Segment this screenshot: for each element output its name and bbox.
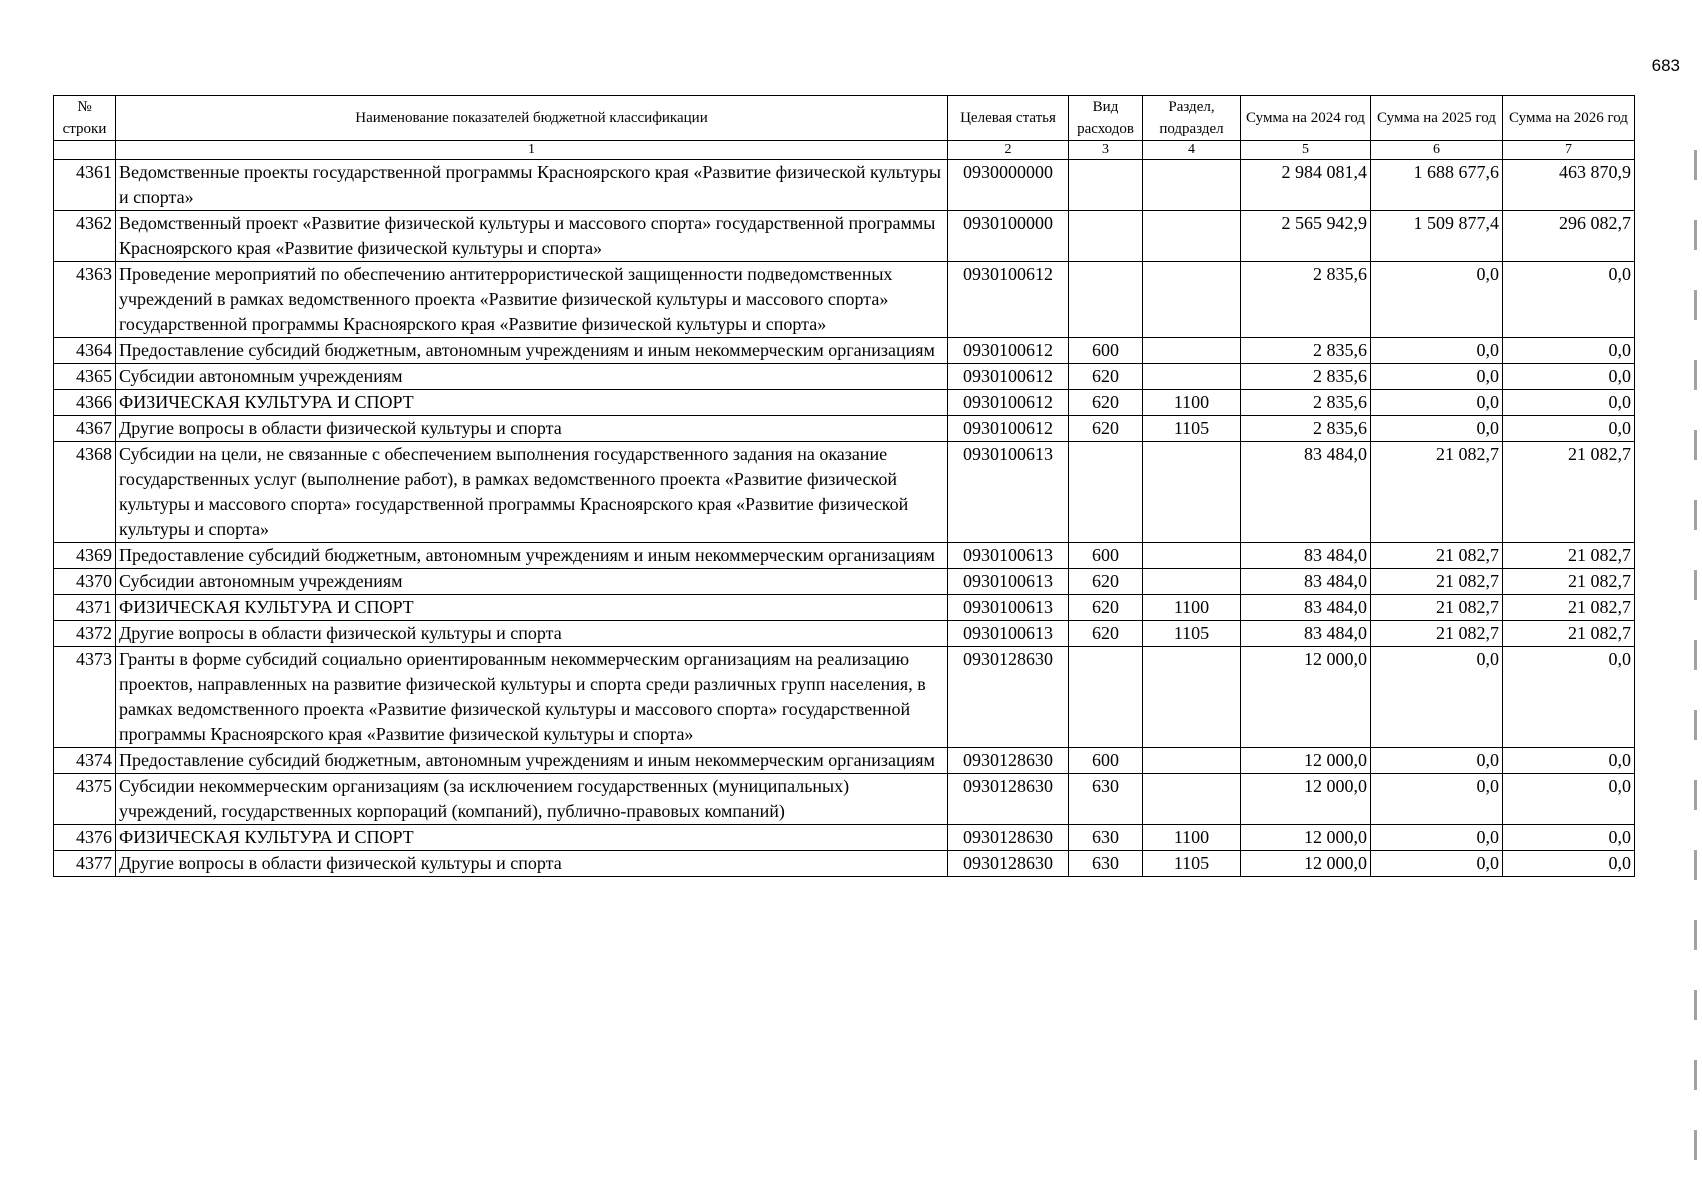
row-sum-2024: 2 835,6 — [1241, 390, 1371, 416]
row-number: 4368 — [54, 442, 116, 543]
row-sum-2026: 0,0 — [1503, 416, 1635, 442]
row-number: 4377 — [54, 851, 116, 877]
row-sum-2025: 0,0 — [1371, 416, 1503, 442]
row-expense-type — [1069, 262, 1143, 338]
row-sum-2025: 0,0 — [1371, 647, 1503, 748]
header-expense-type: Вид расходов — [1069, 96, 1143, 141]
row-sum-2024: 2 984 081,4 — [1241, 160, 1371, 211]
row-sum-2026: 21 082,7 — [1503, 595, 1635, 621]
column-number-blank — [54, 141, 116, 160]
header-name: Наименование показателей бюджетной классификации — [116, 96, 948, 141]
row-expense-type: 630 — [1069, 825, 1143, 851]
row-sum-2026: 296 082,7 — [1503, 211, 1635, 262]
table-row — [54, 851, 1635, 877]
row-section — [1143, 748, 1241, 774]
row-target-article: 0930100613 — [948, 442, 1069, 543]
row-target-article: 0930100613 — [948, 569, 1069, 595]
row-sum-2026: 0,0 — [1503, 748, 1635, 774]
row-sum-2026: 0,0 — [1503, 647, 1635, 748]
row-target-article: 0930128630 — [948, 748, 1069, 774]
header-target-article: Целевая статья — [948, 96, 1069, 141]
row-expense-type — [1069, 442, 1143, 543]
row-sum-2024: 83 484,0 — [1241, 569, 1371, 595]
table-row — [54, 543, 1635, 569]
row-sum-2026: 463 870,9 — [1503, 160, 1635, 211]
column-number: 6 — [1371, 141, 1503, 160]
row-name: Гранты в форме субсидий социально ориентированным некоммерческим организациям на реализацию проектов, направленных на развитие физической культуры и спорта среди различных групп населения, в рамках ведомственного проекта «Развитие физической культуры и массового спорта» государственной программы Красноярского края «Развитие физической культуры и спорта» — [116, 647, 948, 748]
row-sum-2026: 0,0 — [1503, 774, 1635, 825]
row-sum-2026: 0,0 — [1503, 338, 1635, 364]
row-sum-2024: 12 000,0 — [1241, 748, 1371, 774]
row-target-article: 0930100613 — [948, 543, 1069, 569]
row-number: 4371 — [54, 595, 116, 621]
row-sum-2024: 2 835,6 — [1241, 364, 1371, 390]
row-section: 1100 — [1143, 595, 1241, 621]
row-target-article: 0930100613 — [948, 621, 1069, 647]
row-sum-2025: 0,0 — [1371, 338, 1503, 364]
page-number: 683 — [1651, 56, 1680, 75]
row-expense-type: 630 — [1069, 774, 1143, 825]
row-sum-2025: 21 082,7 — [1371, 543, 1503, 569]
row-section — [1143, 211, 1241, 262]
row-sum-2026: 21 082,7 — [1503, 442, 1635, 543]
row-expense-type — [1069, 211, 1143, 262]
column-number: 3 — [1069, 141, 1143, 160]
row-expense-type: 620 — [1069, 569, 1143, 595]
table-row — [54, 416, 1635, 442]
column-number-row — [54, 141, 1635, 160]
table-row — [54, 748, 1635, 774]
row-expense-type: 620 — [1069, 416, 1143, 442]
row-expense-type: 600 — [1069, 543, 1143, 569]
table-row — [54, 595, 1635, 621]
row-sum-2025: 0,0 — [1371, 851, 1503, 877]
column-number: 7 — [1503, 141, 1635, 160]
row-name: Другие вопросы в области физической культуры и спорта — [116, 621, 948, 647]
row-target-article: 0930100613 — [948, 595, 1069, 621]
row-sum-2025: 0,0 — [1371, 825, 1503, 851]
column-number: 4 — [1143, 141, 1241, 160]
row-sum-2024: 2 835,6 — [1241, 262, 1371, 338]
table-row — [54, 364, 1635, 390]
row-name: Субсидии на цели, не связанные с обеспечением выполнения государственного задания на оказание государственных услуг (выполнение работ), в рамках ведомственного проекта «Развитие физической культуры и массового спорта» государственной программы Красноярского края «Развитие физической культуры и спорта» — [116, 442, 948, 543]
row-section — [1143, 442, 1241, 543]
column-number: 5 — [1241, 141, 1371, 160]
row-section — [1143, 569, 1241, 595]
row-sum-2025: 0,0 — [1371, 748, 1503, 774]
row-name: ФИЗИЧЕСКАЯ КУЛЬТУРА И СПОРТ — [116, 390, 948, 416]
row-target-article: 0930100612 — [948, 338, 1069, 364]
row-name: Субсидии автономным учреждениям — [116, 364, 948, 390]
row-number: 4373 — [54, 647, 116, 748]
row-name: Субсидии некоммерческим организациям (за исключением государственных (муниципальных) учреждений, государственных корпораций (компаний), публично-правовых компаний) — [116, 774, 948, 825]
row-target-article: 0930000000 — [948, 160, 1069, 211]
row-expense-type: 630 — [1069, 851, 1143, 877]
row-number: 4370 — [54, 569, 116, 595]
row-sum-2025: 0,0 — [1371, 774, 1503, 825]
header-sum-2026: Сумма на 2026 год — [1503, 96, 1635, 141]
row-sum-2026: 0,0 — [1503, 262, 1635, 338]
column-number: 2 — [948, 141, 1069, 160]
row-sum-2026: 21 082,7 — [1503, 569, 1635, 595]
row-section — [1143, 774, 1241, 825]
row-number: 4362 — [54, 211, 116, 262]
row-number: 4367 — [54, 416, 116, 442]
row-number: 4364 — [54, 338, 116, 364]
row-sum-2024: 12 000,0 — [1241, 851, 1371, 877]
row-sum-2024: 2 565 942,9 — [1241, 211, 1371, 262]
row-sum-2024: 83 484,0 — [1241, 621, 1371, 647]
header-sum-2025: Сумма на 2025 год — [1371, 96, 1503, 141]
row-sum-2024: 83 484,0 — [1241, 595, 1371, 621]
row-sum-2025: 0,0 — [1371, 364, 1503, 390]
row-sum-2025: 1 509 877,4 — [1371, 211, 1503, 262]
table-row — [54, 390, 1635, 416]
table-row — [54, 647, 1635, 748]
row-target-article: 0930128630 — [948, 825, 1069, 851]
row-name: Ведомственный проект «Развитие физической культуры и массового спорта» государственной программы Красноярского края «Развитие физической культуры и спорта» — [116, 211, 948, 262]
row-name: Субсидии автономным учреждениям — [116, 569, 948, 595]
row-target-article: 0930100612 — [948, 416, 1069, 442]
row-section: 1105 — [1143, 851, 1241, 877]
row-name: Проведение мероприятий по обеспечению антитеррористической защищенности подведомственных учреждений в рамках ведомственного проекта «Развитие физической культуры и массового спорта» государственной программы Красноярского края «Развитие физической культуры и спорта» — [116, 262, 948, 338]
row-sum-2024: 2 835,6 — [1241, 338, 1371, 364]
row-expense-type: 600 — [1069, 748, 1143, 774]
row-sum-2024: 12 000,0 — [1241, 825, 1371, 851]
row-section: 1100 — [1143, 825, 1241, 851]
table-row — [54, 442, 1635, 543]
row-sum-2026: 0,0 — [1503, 364, 1635, 390]
row-section: 1105 — [1143, 621, 1241, 647]
row-target-article: 0930100612 — [948, 364, 1069, 390]
row-expense-type: 600 — [1069, 338, 1143, 364]
row-number: 4376 — [54, 825, 116, 851]
row-sum-2025: 21 082,7 — [1371, 569, 1503, 595]
row-sum-2024: 83 484,0 — [1241, 543, 1371, 569]
row-section — [1143, 364, 1241, 390]
row-number: 4372 — [54, 621, 116, 647]
row-expense-type: 620 — [1069, 621, 1143, 647]
row-sum-2025: 1 688 677,6 — [1371, 160, 1503, 211]
row-name: ФИЗИЧЕСКАЯ КУЛЬТУРА И СПОРТ — [116, 825, 948, 851]
row-name: ФИЗИЧЕСКАЯ КУЛЬТУРА И СПОРТ — [116, 595, 948, 621]
row-sum-2024: 83 484,0 — [1241, 442, 1371, 543]
row-target-article: 0930128630 — [948, 647, 1069, 748]
row-sum-2024: 2 835,6 — [1241, 416, 1371, 442]
table-row — [54, 211, 1635, 262]
row-target-article: 0930100000 — [948, 211, 1069, 262]
row-expense-type: 620 — [1069, 390, 1143, 416]
row-sum-2025: 0,0 — [1371, 262, 1503, 338]
row-sum-2026: 21 082,7 — [1503, 621, 1635, 647]
row-sum-2025: 0,0 — [1371, 390, 1503, 416]
header-section: Раздел, подраздел — [1143, 96, 1241, 141]
row-number: 4374 — [54, 748, 116, 774]
row-sum-2025: 21 082,7 — [1371, 621, 1503, 647]
column-number: 1 — [116, 141, 948, 160]
row-section: 1105 — [1143, 416, 1241, 442]
row-name: Другие вопросы в области физической культуры и спорта — [116, 851, 948, 877]
row-sum-2024: 12 000,0 — [1241, 774, 1371, 825]
row-number: 4366 — [54, 390, 116, 416]
row-name: Предоставление субсидий бюджетным, автономным учреждениям и иным некоммерческим организациям — [116, 748, 948, 774]
row-section — [1143, 543, 1241, 569]
header-sum-2024: Сумма на 2024 год — [1241, 96, 1371, 141]
row-name: Ведомственные проекты государственной программы Красноярского края «Развитие физической культуры и спорта» — [116, 160, 948, 211]
row-name: Другие вопросы в области физической культуры и спорта — [116, 416, 948, 442]
table-row — [54, 262, 1635, 338]
row-target-article: 0930128630 — [948, 774, 1069, 825]
table-row — [54, 160, 1635, 211]
row-expense-type: 620 — [1069, 364, 1143, 390]
row-sum-2026: 0,0 — [1503, 390, 1635, 416]
scan-edge-marks — [1694, 150, 1697, 1200]
row-sum-2026: 0,0 — [1503, 825, 1635, 851]
row-target-article: 0930128630 — [948, 851, 1069, 877]
row-section — [1143, 647, 1241, 748]
row-sum-2026: 0,0 — [1503, 851, 1635, 877]
row-section — [1143, 262, 1241, 338]
row-section — [1143, 338, 1241, 364]
row-expense-type — [1069, 160, 1143, 211]
table-row — [54, 621, 1635, 647]
row-expense-type: 620 — [1069, 595, 1143, 621]
row-section: 1100 — [1143, 390, 1241, 416]
header-row-number: № строки — [54, 96, 116, 141]
row-number: 4363 — [54, 262, 116, 338]
row-number: 4375 — [54, 774, 116, 825]
table-row — [54, 569, 1635, 595]
table-body — [54, 160, 1635, 877]
row-number: 4365 — [54, 364, 116, 390]
row-sum-2026: 21 082,7 — [1503, 543, 1635, 569]
row-expense-type — [1069, 647, 1143, 748]
header-row — [54, 96, 1635, 141]
row-sum-2025: 21 082,7 — [1371, 442, 1503, 543]
row-number: 4361 — [54, 160, 116, 211]
row-target-article: 0930100612 — [948, 390, 1069, 416]
table-row — [54, 825, 1635, 851]
table-row — [54, 774, 1635, 825]
row-name: Предоставление субсидий бюджетным, автономным учреждениям и иным некоммерческим организациям — [116, 338, 948, 364]
budget-table — [53, 95, 1635, 877]
row-section — [1143, 160, 1241, 211]
row-name: Предоставление субсидий бюджетным, автономным учреждениям и иным некоммерческим организациям — [116, 543, 948, 569]
row-target-article: 0930100612 — [948, 262, 1069, 338]
table-row — [54, 338, 1635, 364]
row-sum-2024: 12 000,0 — [1241, 647, 1371, 748]
row-sum-2025: 21 082,7 — [1371, 595, 1503, 621]
row-number: 4369 — [54, 543, 116, 569]
